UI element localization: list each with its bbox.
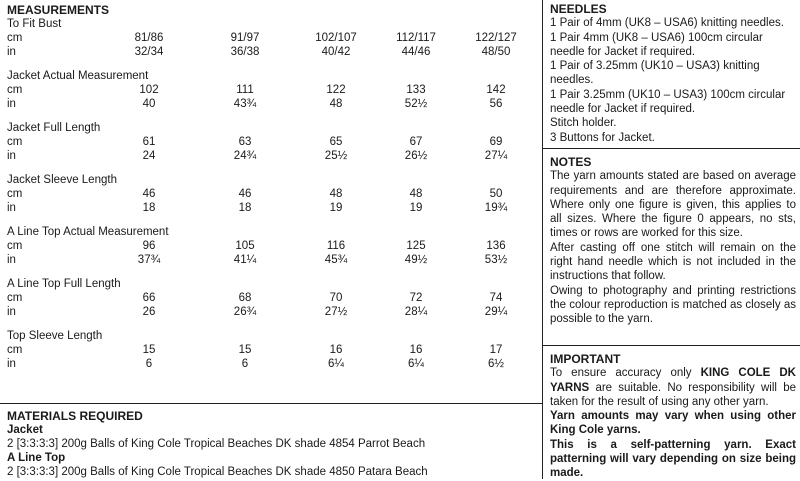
value-cell: 46 xyxy=(142,188,156,200)
value-cell: 15 xyxy=(142,344,156,356)
needles-divider xyxy=(542,148,800,149)
section-title: Top Sleeve Length xyxy=(7,330,103,342)
top-label: A Line Top xyxy=(7,452,66,464)
value-cell: 74 xyxy=(489,292,503,304)
value-cell: 32/34 xyxy=(134,46,164,58)
needle-line: needles. xyxy=(550,74,594,87)
unit-label: cm xyxy=(7,84,23,96)
in-row xyxy=(7,97,537,111)
in-row xyxy=(7,305,537,319)
to-fit-cm-row xyxy=(7,31,537,45)
value-cell: 29¼ xyxy=(484,306,508,318)
value-cell: 19 xyxy=(409,202,423,214)
unit-label: in xyxy=(7,46,16,58)
value-cell: 105 xyxy=(235,240,255,252)
measurement-section xyxy=(7,329,537,371)
value-cell: 37¾ xyxy=(137,254,161,266)
measurement-section xyxy=(7,69,537,111)
value-cell: 136 xyxy=(486,240,506,252)
value-cell: 81/86 xyxy=(134,32,164,44)
important-heading: IMPORTANT xyxy=(550,352,621,366)
value-cell: 26¾ xyxy=(233,306,257,318)
value-cell: 96 xyxy=(142,240,156,252)
needle-line: 1 Pair 3.25mm (UK10 – USA3) 100cm circular xyxy=(550,88,786,101)
value-cell: 18 xyxy=(142,202,156,214)
measurement-section xyxy=(7,173,537,215)
value-cell: 15 xyxy=(238,344,252,356)
value-cell: 116 xyxy=(326,240,346,252)
value-cell: 49½ xyxy=(404,254,428,266)
needles-heading: NEEDLES xyxy=(550,2,607,16)
value-cell: 91/97 xyxy=(230,32,260,44)
cm-row xyxy=(7,187,537,201)
to-fit-title: To Fit Bust xyxy=(7,18,62,30)
value-cell: 26½ xyxy=(404,150,428,162)
needle-line: 1 Pair 4mm (UK8 – USA6) 100cm circular xyxy=(550,31,763,44)
unit-label: cm xyxy=(7,188,23,200)
unit-label: in xyxy=(7,150,16,162)
in-row xyxy=(7,201,537,215)
value-cell: 46 xyxy=(238,188,252,200)
value-cell: 53½ xyxy=(484,254,508,266)
value-cell: 36/38 xyxy=(230,46,260,58)
needle-line: needle for Jacket if required. xyxy=(550,45,696,58)
value-cell: 6 xyxy=(145,358,153,370)
section-title: Jacket Full Length xyxy=(7,122,101,134)
cm-row xyxy=(7,343,537,357)
value-cell: 122/127 xyxy=(475,32,517,44)
notes-heading: NOTES xyxy=(550,155,592,169)
unit-label: cm xyxy=(7,136,23,148)
materials-heading: MATERIALS REQUIRED xyxy=(7,409,143,423)
value-cell: 63 xyxy=(238,136,252,148)
in-row xyxy=(7,149,537,163)
value-cell: 48 xyxy=(409,188,423,200)
value-cell: 112/117 xyxy=(396,32,436,44)
value-cell: 18 xyxy=(238,202,252,214)
value-cell: 44/46 xyxy=(401,46,431,58)
value-cell: 66 xyxy=(142,292,156,304)
value-cell: 125 xyxy=(406,240,426,252)
materials-divider xyxy=(0,403,542,404)
notes-paragraph-2: After casting off one stitch will remain on the right hand needle which is not included in the instructions that follow. xyxy=(550,241,796,283)
important-bold-2: This is a self-patterning yarn. Exact patterning will vary depending on size being made. xyxy=(550,438,796,480)
value-cell: 6 xyxy=(241,358,249,370)
value-cell: 45¾ xyxy=(324,254,348,266)
needle-line: Stitch holder. xyxy=(550,117,617,130)
measurement-section xyxy=(7,277,537,319)
unit-label: cm xyxy=(7,240,23,252)
value-cell: 24¾ xyxy=(233,150,257,162)
value-cell: 133 xyxy=(406,84,426,96)
value-cell: 24 xyxy=(142,150,156,162)
unit-label: in xyxy=(7,98,16,110)
value-cell: 67 xyxy=(409,136,423,148)
needle-line: needle for Jacket if required. xyxy=(550,103,696,116)
value-cell: 41¼ xyxy=(233,254,257,266)
important-brand: KING COLE DK YARNS xyxy=(550,367,796,394)
value-cell: 26 xyxy=(142,306,156,318)
section-title: Jacket Actual Measurement xyxy=(7,70,149,82)
column-divider xyxy=(542,0,543,479)
section-title: A Line Top Actual Measurement xyxy=(7,226,169,238)
value-cell: 65 xyxy=(329,136,343,148)
important-bold-1: Yarn amounts may vary when using other King Cole yarns. xyxy=(550,410,796,437)
unit-label: cm xyxy=(7,292,23,304)
to-fit-in-row xyxy=(7,45,537,59)
measurement-section xyxy=(7,121,537,163)
value-cell: 19¾ xyxy=(484,202,508,214)
value-cell: 72 xyxy=(409,292,423,304)
value-cell: 122 xyxy=(326,84,346,96)
top-yarn-text: 2 [3:3:3:3] 200g Balls of King Cole Tropical Beaches DK shade 4850 Patara Beach xyxy=(7,466,428,478)
value-cell: 25½ xyxy=(324,150,348,162)
value-cell: 61 xyxy=(142,136,156,148)
measurements-heading: MEASUREMENTS xyxy=(7,3,110,17)
cm-row xyxy=(7,83,537,97)
value-cell: 16 xyxy=(329,344,343,356)
value-cell: 40/42 xyxy=(321,46,351,58)
value-cell: 111 xyxy=(236,84,254,96)
section-title: Jacket Sleeve Length xyxy=(7,174,117,186)
value-cell: 28¼ xyxy=(404,306,428,318)
in-row xyxy=(7,253,537,267)
value-cell: 16 xyxy=(409,344,423,356)
section-title: A Line Top Full Length xyxy=(7,278,121,290)
value-cell: 102/107 xyxy=(315,32,357,44)
value-cell: 48 xyxy=(329,98,343,110)
notes-paragraph-3: Owing to photography and printing restrictions the colour reproduction is matched as closely as possible to the yarn. xyxy=(550,284,796,326)
value-cell: 56 xyxy=(489,98,503,110)
unit-label: cm xyxy=(7,32,23,44)
unit-label: in xyxy=(7,202,16,214)
value-cell: 52½ xyxy=(404,98,428,110)
value-cell: 17 xyxy=(489,344,503,356)
notes-paragraph-1: The yarn amounts stated are based on average requirements and are therefore approximate. Where only one figure is given, this applies to all sizes. Where the figure 0 appears, no sts, times or rows are worked for this size. xyxy=(550,170,796,240)
important-paragraph xyxy=(550,366,796,409)
needle-line: 1 Pair of 3.25mm (UK10 – USA3) knitting xyxy=(550,60,760,73)
measurements-section xyxy=(7,3,537,371)
value-cell: 68 xyxy=(238,292,252,304)
notes-divider xyxy=(542,345,800,346)
value-cell: 6¼ xyxy=(328,358,344,370)
needles-section xyxy=(550,2,796,145)
value-cell: 43¾ xyxy=(233,98,257,110)
unit-label: cm xyxy=(7,344,23,356)
value-cell: 6½ xyxy=(488,358,504,370)
value-cell: 27¼ xyxy=(484,150,508,162)
cm-row xyxy=(7,135,537,149)
needle-line: 1 Pair of 4mm (UK8 – USA6) knitting needles. xyxy=(550,17,784,30)
important-rest: are suitable. No responsibility will be taken for the result of using any other yarn. xyxy=(550,381,796,408)
value-cell: 40 xyxy=(142,98,156,110)
unit-label: in xyxy=(7,306,16,318)
in-row xyxy=(7,357,537,371)
unit-label: in xyxy=(7,358,16,370)
value-cell: 50 xyxy=(489,188,503,200)
needle-line: 3 Buttons for Jacket. xyxy=(550,131,655,144)
value-cell: 19 xyxy=(329,202,343,214)
unit-label: in xyxy=(7,254,16,266)
value-cell: 102 xyxy=(139,84,159,96)
cm-row xyxy=(7,291,537,305)
value-cell: 6¼ xyxy=(408,358,424,370)
value-cell: 69 xyxy=(489,136,503,148)
important-intro: To ensure accuracy only xyxy=(550,367,692,380)
value-cell: 27½ xyxy=(324,306,348,318)
value-cell: 48/50 xyxy=(481,46,511,58)
cm-row xyxy=(7,239,537,253)
value-cell: 48 xyxy=(329,188,343,200)
notes-section xyxy=(550,155,796,327)
materials-section xyxy=(7,409,537,479)
measurement-section xyxy=(7,225,537,267)
jacket-yarn-text: 2 [3:3:3:3] 200g Balls of King Cole Tropical Beaches DK shade 4854 Parrot Beach xyxy=(7,438,426,450)
important-section xyxy=(550,352,796,481)
jacket-label: Jacket xyxy=(7,424,43,436)
value-cell: 142 xyxy=(486,84,506,96)
value-cell: 70 xyxy=(329,292,343,304)
